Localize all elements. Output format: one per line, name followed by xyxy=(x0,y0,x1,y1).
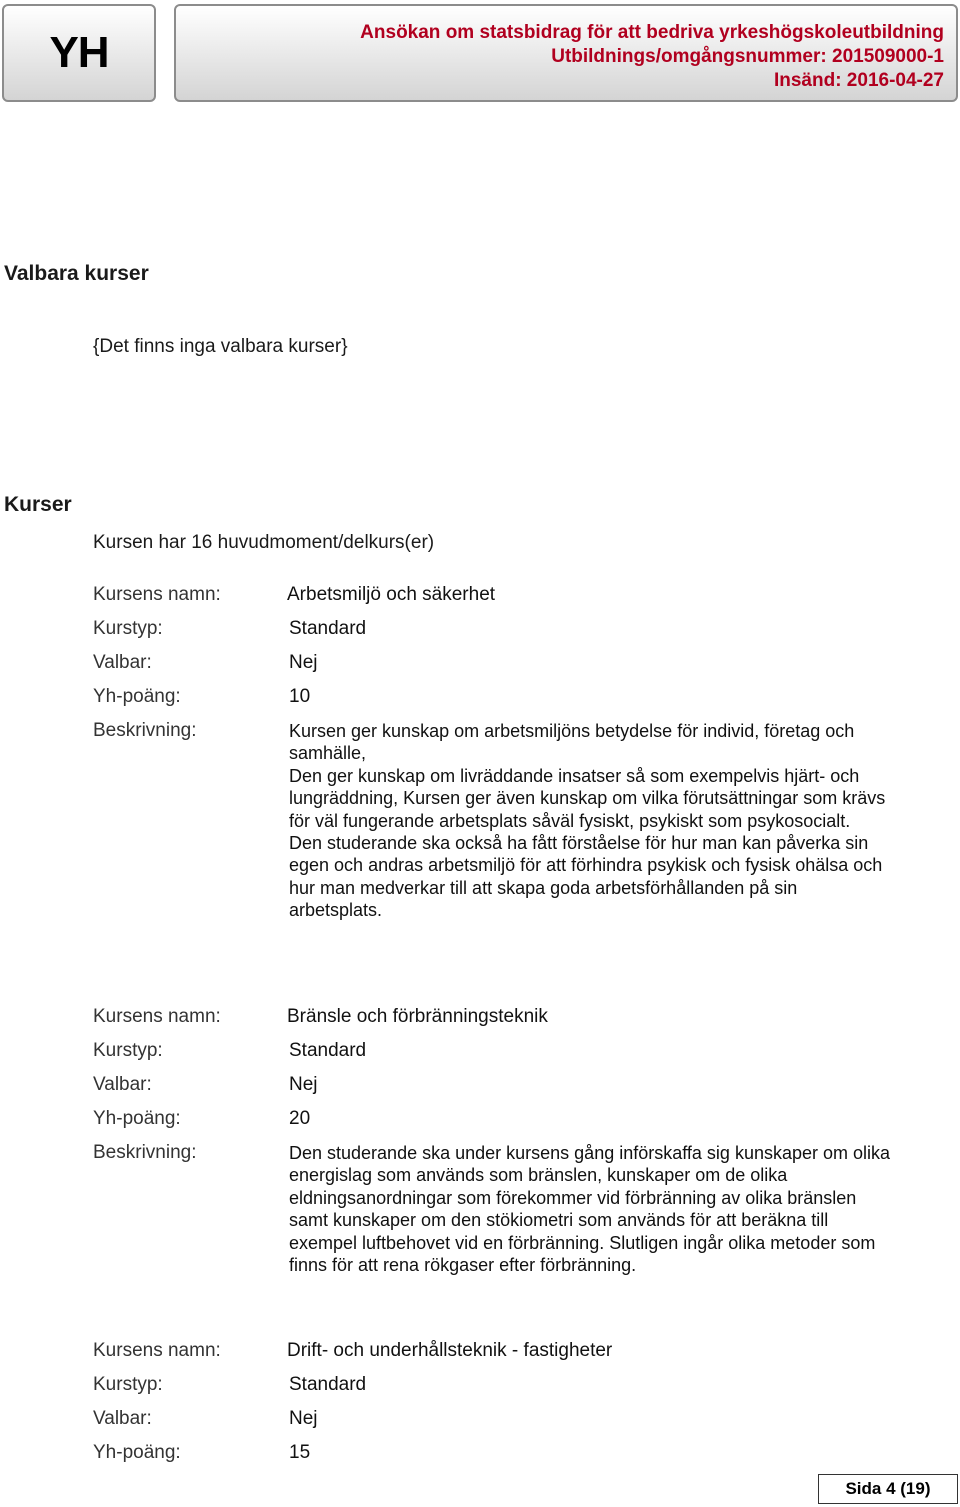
course-type-label: Kurstyp: xyxy=(93,1040,163,1061)
course-type: Standard xyxy=(289,618,367,639)
document-header xyxy=(174,4,958,102)
desc-line: energislag som används som bränslen, kunskaper om de olika xyxy=(289,1165,788,1186)
course-points: 15 xyxy=(289,1442,311,1463)
valbara-empty-text: {Det finns inga valbara kurser} xyxy=(93,336,348,357)
desc-line: hur man medverkar till att skapa goda arbetsförhållanden på sin xyxy=(289,877,798,898)
course-valbar-label: Valbar: xyxy=(93,1074,152,1095)
course-name: Bränsle och förbränningsteknik xyxy=(287,1006,548,1027)
course-valbar: Nej xyxy=(289,1074,318,1095)
desc-line: egen och andras arbetsmiljö för att förhindra psykisk och fysisk ohälsa och xyxy=(289,855,883,876)
course-points-label: Yh-poäng: xyxy=(93,1108,181,1129)
desc-line: Kursen ger kunskap om arbetsmiljöns betydelse för individ, företag och xyxy=(289,721,855,741)
desc-line: Den studerande ska också ha fått förståelse för hur man kan påverka sin xyxy=(289,833,869,854)
header-program-number: Utbildnings/omgångsnummer: 201509000-1 xyxy=(551,46,944,67)
page-number-box xyxy=(818,1474,958,1504)
course-type-label: Kurstyp: xyxy=(93,618,163,639)
course-valbar: Nej xyxy=(289,1408,318,1429)
course-name-label: Kursens namn: xyxy=(93,584,221,605)
header-title: Ansökan om statsbidrag för att bedriva yrkeshögskoleutbildning xyxy=(360,22,944,43)
logo-text: YH xyxy=(49,28,109,77)
course-type: Standard xyxy=(289,1374,367,1395)
desc-line: Den ger kunskap om livräddande insatser så som exempelvis hjärt- och xyxy=(289,765,860,786)
course-desc-label: Beskrivning: xyxy=(93,1142,197,1163)
course-points: 20 xyxy=(289,1108,311,1129)
course-type: Standard xyxy=(289,1040,367,1061)
kurser-summary: Kursen har 16 huvudmoment/delkurs(er) xyxy=(93,532,435,553)
desc-line: arbetsplats. xyxy=(289,900,383,921)
desc-line: samhälle, xyxy=(289,743,367,764)
section-title-valbara: Valbara kurser xyxy=(4,262,149,285)
desc-line: finns för att rena rökgaser efter förbränning. xyxy=(289,1255,637,1276)
logo xyxy=(2,4,156,102)
desc-line: lungräddning, Kursen ger även kunskap om vilka förutsättningar som krävs xyxy=(289,788,886,809)
course-points-label: Yh-poäng: xyxy=(93,1442,181,1463)
desc-line: för väl fungerande arbetsplats såväl fysiskt, psykiskt som psykosocialt. xyxy=(289,810,851,831)
course-valbar-label: Valbar: xyxy=(93,652,152,673)
course-name: Drift- och underhållsteknik - fastigheter xyxy=(287,1340,613,1361)
course-points: 10 xyxy=(289,686,311,707)
course-valbar-label: Valbar: xyxy=(93,1408,152,1429)
course-points-label: Yh-poäng: xyxy=(93,686,181,707)
header-submitted-date: Insänd: 2016-04-27 xyxy=(773,70,944,91)
desc-line: samt kunskaper om den stökiometri som används för att beräkna till xyxy=(289,1210,829,1231)
course-name-label: Kursens namn: xyxy=(93,1006,221,1027)
desc-line: Den studerande ska under kursens gång införskaffa sig kunskaper om olika xyxy=(289,1143,891,1163)
course-name: Arbetsmiljö och säkerhet xyxy=(287,584,496,605)
desc-line: eldningsanordningar som förekommer vid förbränning av olika bränslen xyxy=(289,1187,857,1208)
course-description xyxy=(289,1142,957,1276)
page-number: Sida 4 (19) xyxy=(845,1479,931,1498)
section-title-kurser: Kurser xyxy=(4,493,72,516)
course-valbar: Nej xyxy=(289,652,318,673)
course-type-label: Kurstyp: xyxy=(93,1374,163,1395)
course-desc-label: Beskrivning: xyxy=(93,720,197,741)
course-name-label: Kursens namn: xyxy=(93,1340,221,1361)
desc-line: exempel luftbehovet vid en förbränning. Slutligen ingår olika metoder som xyxy=(289,1232,876,1253)
course-description xyxy=(289,720,957,922)
